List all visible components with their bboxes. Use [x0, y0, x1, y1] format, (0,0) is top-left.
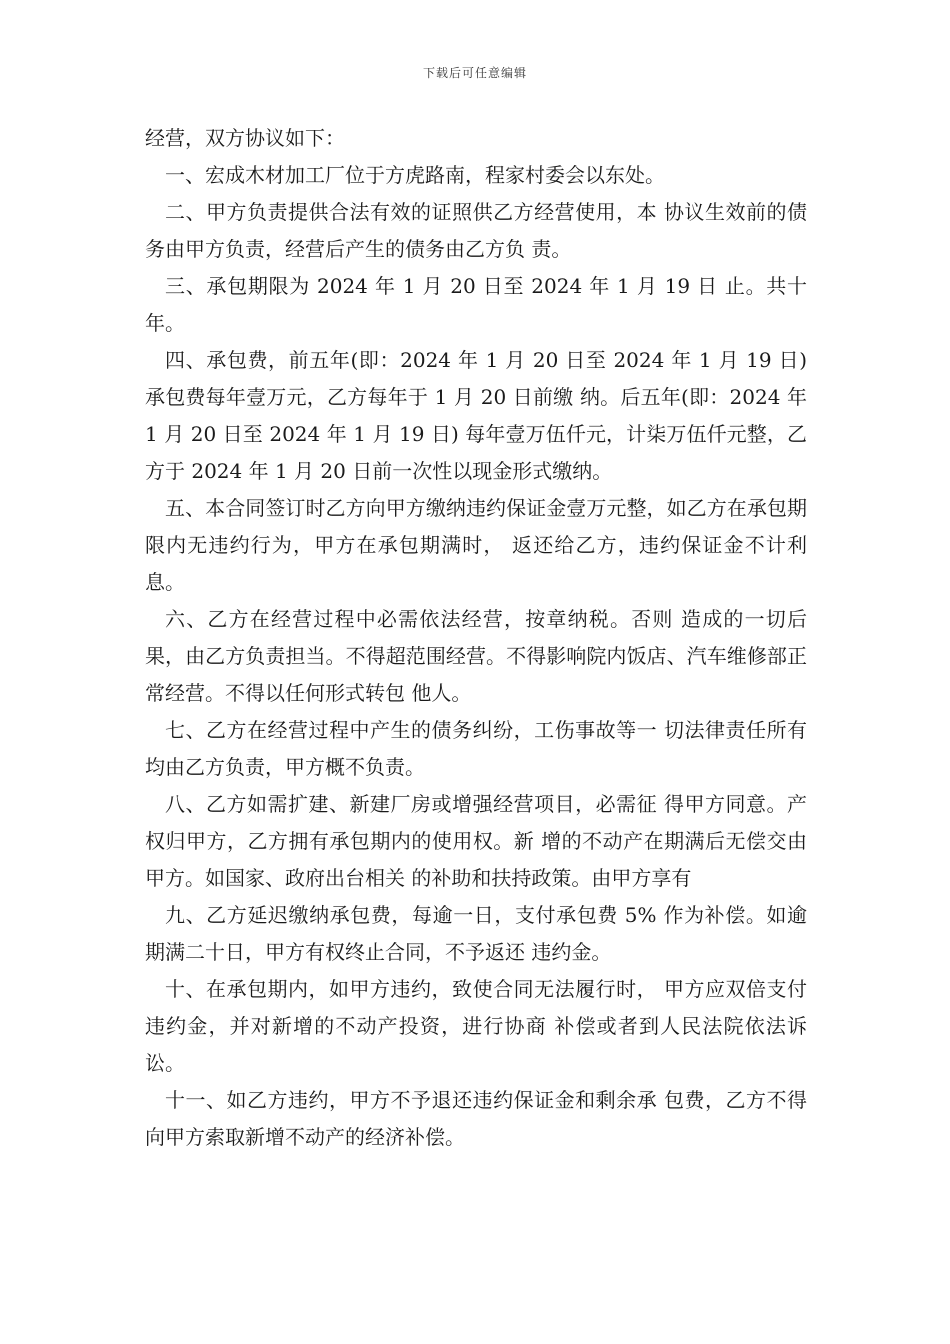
paragraph-clause-3: 三、承包期限为 2024 年 1 月 20 日至 2024 年 1 月 19 日 止。共十年。	[145, 274, 807, 335]
paragraph-clause-7: 七、乙方在经营过程中产生的债务纠纷，工伤事故等一 切法律责任所有均由乙方负责，甲方概不负责。	[145, 718, 807, 779]
paragraph-clause-8: 八、乙方如需扩建、新建厂房或增强经营项目，必需征 得甲方同意。产权归甲方，乙方拥有承包期内的使用权。新 增的不动产在期满后无偿交由甲方。如国家、政府出台相关 的补助和扶持政策。由甲方享有	[145, 792, 807, 890]
paragraph-clause-4: 四、承包费，前五年(即：2024 年 1 月 20 日至 2024 年 1 月 19 日) 承包费每年壹万元，乙方每年于 1 月 20 日前缴 纳。后五年(即：2024 年 1 月 20 日至 2024 年 1 月 19 日) 每年壹万伍仟元，计柒万伍仟元整，乙方于 2024 年 1 月 20 日前一次性以现金形式缴纳。	[145, 348, 807, 483]
paragraph-clause-11: 十一、如乙方违约，甲方不予退还违约保证金和剩余承 包费，乙方不得向甲方索取新增不动产的经济补偿。	[145, 1088, 807, 1149]
paragraph-clause-9: 九、乙方延迟缴纳承包费，每逾一日，支付承包费 5% 作为补偿。如逾期满二十日，甲方有权终止合同，不予返还 违约金。	[145, 903, 807, 964]
paragraph-clause-2: 二、甲方负责提供合法有效的证照供乙方经营使用，本 协议生效前的债务由甲方负责，经营后产生的债务由乙方负 责。	[145, 200, 807, 261]
document-body	[145, 120, 807, 1156]
paragraph-clause-5: 五、本合同签订时乙方向甲方缴纳违约保证金壹万元整，如乙方在承包期限内无违约行为，甲方在承包期满时， 返还给乙方，违约保证金不计利息。	[145, 496, 807, 594]
paragraph-clause-1: 一、宏成木材加工厂位于方虎路南，程家村委会以东处。	[165, 163, 665, 187]
paragraph-intro: 经营，双方协议如下：	[145, 126, 345, 150]
paragraph-clause-10: 十、在承包期内，如甲方违约，致使合同无法履行时， 甲方应双倍支付违约金，并对新增的不动产投资，进行协商 补偿或者到人民法院依法诉讼。	[145, 977, 807, 1075]
paragraph-clause-6: 六、乙方在经营过程中必需依法经营，按章纳税。否则 造成的一切后果，由乙方负责担当。不得超范围经营。不得影响院内饭店、汽车维修部正常经营。不得以任何形式转包 他人。	[145, 607, 807, 705]
header-note: 下载后可任意编辑	[422, 66, 527, 80]
